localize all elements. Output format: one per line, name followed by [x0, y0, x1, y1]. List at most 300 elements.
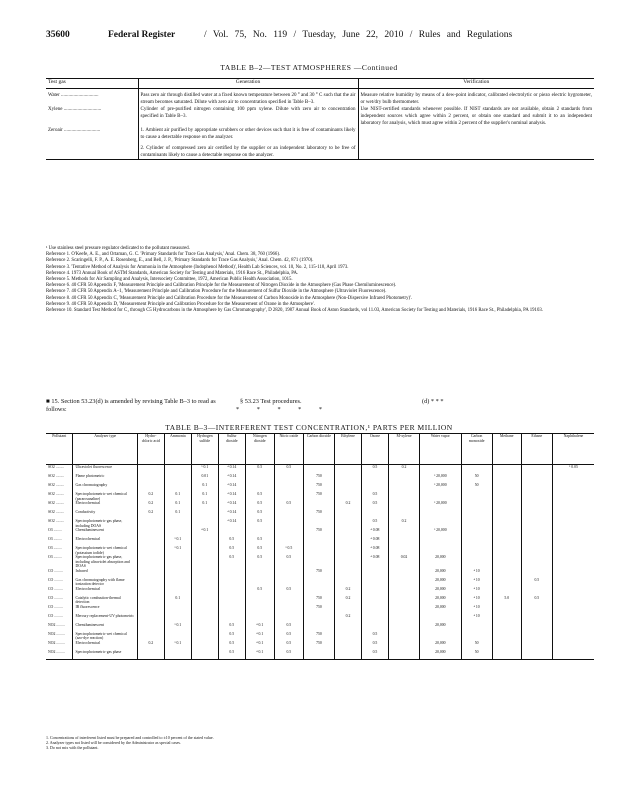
table-cell: 0.5 — [245, 501, 274, 510]
table-cell: 0.1 — [164, 492, 191, 501]
table-cell: 50 — [461, 641, 492, 650]
table-cell — [521, 614, 552, 623]
table-row — [46, 632, 594, 641]
table-cell — [552, 483, 594, 492]
table-cell: 50 — [461, 474, 492, 483]
table-cell — [420, 632, 462, 641]
cell-generation: Pass zero air through distilled water at a fixed known temperature between 20 ° and 30 ° C such that the air stream becomes saturated. Dilute with zero air to concentration specified in Table B–3. — [138, 89, 358, 107]
table-cell — [274, 510, 303, 519]
table-row — [46, 501, 594, 510]
table-cell: 0.5 — [274, 632, 303, 641]
table-cell — [191, 546, 218, 555]
table-cell — [218, 605, 245, 614]
table-cell — [191, 510, 218, 519]
table-cell — [137, 614, 164, 623]
table-cell — [388, 650, 419, 660]
table-cell: 0.5 — [361, 650, 388, 660]
table-cell: 0.1 — [164, 596, 191, 605]
references — [46, 246, 594, 314]
table-cell: NO2 ......... — [48, 631, 65, 636]
table-cell: ⁴ 0.08 — [361, 555, 388, 569]
table-cell — [164, 605, 191, 614]
table-cell: ⁴ 0.1 — [191, 528, 218, 537]
table-cell — [461, 510, 492, 519]
col-header: M-xylene — [388, 434, 419, 465]
table-cell — [420, 465, 462, 475]
table-cell — [274, 614, 303, 623]
table-cell: IR fluorescence — [73, 605, 137, 614]
table-cell: 750 — [303, 605, 334, 614]
table-cell: 0.5 — [361, 492, 388, 501]
table-cell — [303, 465, 334, 475]
table-cell: 20,000 — [420, 641, 462, 650]
table-cell: 0.2 — [388, 465, 419, 475]
table-cell — [361, 614, 388, 623]
table-cell — [388, 474, 419, 483]
omission-stars: * * * * * — [236, 406, 331, 413]
col-header: Carbon dioxide — [303, 434, 334, 465]
table-cell: 0.5 — [245, 546, 274, 555]
col-header: Ethane — [521, 434, 552, 465]
table-cell: Gas chromatography with flame ionization detector — [73, 578, 137, 587]
table-cell — [334, 569, 361, 578]
table-row — [46, 650, 594, 660]
table-row — [46, 510, 594, 519]
table-cell — [521, 555, 552, 569]
table-cell: 0.1 — [191, 492, 218, 501]
table-cell: CO ......... — [48, 568, 63, 573]
table-cell: 20,000 — [420, 650, 462, 660]
table-cell: O3 ......... — [48, 555, 63, 559]
table-cell — [334, 623, 361, 632]
table-cell — [461, 537, 492, 546]
table-cell: 0.01 — [191, 474, 218, 483]
table-cell — [461, 623, 492, 632]
table-cell: Electrochemical — [73, 587, 137, 596]
table-cell: CO ......... — [48, 586, 63, 591]
table-cell: 0.5 — [274, 641, 303, 650]
table-cell — [303, 555, 334, 569]
table-row — [46, 492, 594, 501]
table-cell — [137, 623, 164, 632]
table-cell — [552, 614, 594, 623]
table-cell — [521, 528, 552, 537]
table-cell — [191, 650, 218, 660]
table-cell — [461, 519, 492, 528]
table-cell: 750 — [303, 492, 334, 501]
table-cell — [164, 519, 191, 528]
table-cell: SO2 ......... — [48, 519, 65, 523]
table-cell — [164, 614, 191, 623]
table-cell — [388, 578, 419, 587]
table-cell: 0.5 — [218, 546, 245, 555]
table-cell — [191, 555, 218, 569]
table-cell — [303, 537, 334, 546]
publication-name: Federal Register — [108, 30, 176, 40]
cell-gas: Water .............................. — [48, 93, 99, 98]
table-cell — [245, 614, 274, 623]
paragraph-marker: (d) * * * — [422, 398, 444, 405]
table-cell: 0.5 — [218, 555, 245, 569]
table-cell — [191, 596, 218, 605]
table-cell — [521, 641, 552, 650]
page-header — [46, 30, 594, 44]
table-cell: Spectrophotometric-gas phase, including DOAS — [73, 519, 137, 528]
table-cell — [388, 587, 419, 596]
table-cell: SO2 ......... — [48, 474, 65, 478]
table-cell: ³ 0.1 — [164, 623, 191, 632]
table-cell — [245, 483, 274, 492]
table-cell: 0.5 — [245, 555, 274, 569]
table-cell — [361, 510, 388, 519]
table-row — [46, 106, 594, 127]
table-row — [46, 474, 594, 483]
table-cell — [218, 587, 245, 596]
table-cell — [552, 537, 594, 546]
table-cell — [245, 569, 274, 578]
table-cell: ⁴ 0.14 — [218, 474, 245, 483]
table-cell: SO2 ......... — [48, 465, 65, 469]
table-cell — [521, 519, 552, 528]
col-header-test-gas: Test gas — [46, 79, 138, 89]
table-cell — [420, 519, 462, 528]
table-cell — [137, 519, 164, 528]
table-cell — [334, 578, 361, 587]
table-cell — [218, 528, 245, 537]
table-cell — [218, 596, 245, 605]
generation-option-1: 1. Ambient air purified by appropriate scrubbers or other devices such that it is free of contaminants likely to cause a detectable response on the analyzer. — [140, 128, 356, 140]
table-cell — [521, 492, 552, 501]
table-cell — [521, 650, 552, 660]
table-cell: 0.2 — [137, 641, 164, 650]
table-cell: 20,000 — [420, 578, 462, 587]
table-cell — [492, 465, 521, 475]
table-row — [46, 578, 594, 587]
table-cell: CO ......... — [48, 613, 63, 618]
table-cell: Spectrophotometric-wet chemical (pararosanaline) — [73, 492, 137, 501]
table-cell — [552, 474, 594, 483]
table-cell — [164, 555, 191, 569]
table-cell: 0.5 — [361, 465, 388, 475]
table-row — [46, 127, 594, 160]
footnote: 2. Analyzer types not listed will be considered by the Administrator as special cases. — [46, 740, 181, 745]
table-cell — [388, 546, 419, 555]
table-cell: ⁴ 10 — [461, 614, 492, 623]
table-cell — [303, 650, 334, 660]
table-cell: ³ 20,000 — [420, 528, 462, 537]
table-row — [46, 519, 594, 528]
table-cell — [274, 605, 303, 614]
table-cell — [303, 623, 334, 632]
reference-item: Reference 6. 40 CFR 50 Appendix F, 'Measurement Principle and Calibration Principle for the Measurement of Nitrogen Dioxide in the Atmosphere (Gas Phase Chemiluminescence). — [46, 283, 397, 289]
table-cell: 0.2 — [334, 587, 361, 596]
table-cell — [492, 632, 521, 641]
table-cell: 0.5 — [218, 641, 245, 650]
col-header: Water vapor — [420, 434, 462, 465]
table-cell — [552, 641, 594, 650]
table-cell — [552, 596, 594, 605]
table-cell — [334, 510, 361, 519]
table-cell: SO2 ......... — [48, 483, 65, 487]
table-cell: ⁴ 10 — [461, 569, 492, 578]
table-cell — [164, 632, 191, 641]
table-row — [46, 465, 594, 475]
table-cell — [388, 623, 419, 632]
table-cell — [274, 474, 303, 483]
table-cell — [492, 650, 521, 660]
table-cell — [274, 519, 303, 528]
table-cell: ³ 0.5 — [274, 546, 303, 555]
table-cell: 0.5 — [245, 519, 274, 528]
table-cell: 0.5 — [361, 501, 388, 510]
table-cell — [218, 569, 245, 578]
table-cell — [388, 501, 419, 510]
table-row — [46, 89, 594, 107]
table-cell — [361, 483, 388, 492]
table-cell — [492, 474, 521, 483]
table-cell — [334, 483, 361, 492]
table-cell — [137, 578, 164, 587]
table-cell: SO2 ......... — [48, 501, 65, 505]
table-cell — [191, 587, 218, 596]
table-cell: SO2 ......... — [48, 492, 65, 496]
table-cell — [492, 569, 521, 578]
table-cell: ⁴ 0.1 — [245, 650, 274, 660]
table-cell — [361, 623, 388, 632]
table-cell — [521, 623, 552, 632]
table-cell — [334, 641, 361, 650]
table-cell — [164, 465, 191, 475]
table-cell — [274, 492, 303, 501]
table-cell — [361, 605, 388, 614]
table-cell — [245, 578, 274, 587]
table-cell: 0.5 — [274, 555, 303, 569]
table-cell — [164, 650, 191, 660]
table-cell: 50 — [461, 650, 492, 660]
table-cell: CO ......... — [48, 604, 63, 609]
table-cell — [492, 492, 521, 501]
col-header: Ozone — [361, 434, 388, 465]
table-cell: ⁴ 0.1 — [245, 632, 274, 641]
col-header-generation: Generation — [138, 79, 358, 89]
table-cell — [164, 483, 191, 492]
table-cell — [420, 492, 462, 501]
table-cell — [218, 578, 245, 587]
table-cell — [388, 614, 419, 623]
table-cell: ⁴ 0.08 — [361, 546, 388, 555]
table-cell: ⁴ 0.14 — [218, 492, 245, 501]
table-cell: Catalytic combustion-thermal detection — [73, 596, 137, 605]
table-cell — [274, 578, 303, 587]
table-cell — [388, 483, 419, 492]
table-cell — [191, 537, 218, 546]
table-cell: O3 ......... — [48, 537, 63, 541]
table-cell: ⁵ 0.1 — [191, 465, 218, 475]
table-cell — [191, 605, 218, 614]
table-cell — [552, 528, 594, 537]
table-cell — [420, 614, 462, 623]
table-cell — [137, 465, 164, 475]
reference-item: Reference 1. O'Keefe, A. E., and Ortaman, G. C. 'Primary Standards for Trace Gas Analysis,' Anal. Chem. 38, 760 (1966). — [46, 252, 281, 258]
table-cell — [388, 537, 419, 546]
table-cell: Chemiluminescent — [73, 528, 137, 537]
table-cell: ⁴ 10 — [461, 596, 492, 605]
table-cell — [521, 474, 552, 483]
table-cell: CO ......... — [48, 577, 63, 582]
table-row — [46, 555, 594, 569]
table-cell — [137, 569, 164, 578]
table-cell: 0.5 — [274, 501, 303, 510]
table-cell — [164, 578, 191, 587]
table-cell: SO2 ......... — [48, 510, 65, 514]
table-cell — [521, 632, 552, 641]
table-cell: 0.5 — [521, 578, 552, 587]
table-cell: Electrochemical — [73, 501, 137, 510]
table-cell: 750 — [303, 641, 334, 650]
cell-verification — [358, 127, 594, 160]
table-cell: O3 ......... — [48, 546, 63, 550]
table-cell: 750 — [303, 632, 334, 641]
table-cell — [388, 492, 419, 501]
table-cell — [137, 632, 164, 641]
page-number: 35600 — [46, 30, 70, 40]
table-cell: Spectrophotometric-wet chemical (azo-dye reaction) — [73, 632, 137, 641]
table-cell — [191, 578, 218, 587]
table-cell: 750 — [303, 569, 334, 578]
cell-gas: Zeroair ............................. — [46, 127, 138, 160]
table-cell: 0.1 — [191, 501, 218, 510]
table-cell: O3 ......... — [48, 528, 63, 532]
table-cell: ⁴ 0.08 — [361, 528, 388, 537]
table-cell: NO2 ......... — [48, 640, 65, 645]
table-cell: Electrochemical — [73, 641, 137, 650]
table-cell — [492, 546, 521, 555]
table-cell — [552, 632, 594, 641]
table-cell: 0.5 — [361, 641, 388, 650]
table-cell: 0.5 — [218, 632, 245, 641]
table-cell: 750 — [303, 510, 334, 519]
table-cell: Infrared — [73, 569, 137, 578]
table-cell — [552, 492, 594, 501]
cell-generation — [138, 127, 358, 160]
reference-item: Reference 10. Standard Test Method for C₁ through C5 Hydrocarbons in the Atmosphere by Gas Chromatography', D 2820, 1987 Annual Book of Aston Standards, vol 11.03, American Society for Testing and Materials, 1916 Race St., Philadelphia, PA 19103. — [46, 308, 543, 314]
table-cell: 0.02 — [388, 555, 419, 569]
table-cell — [245, 528, 274, 537]
table-cell — [420, 537, 462, 546]
table-cell — [552, 555, 594, 569]
table-cell: 0.5 — [274, 623, 303, 632]
table-cell: Spectrophotometric-gas phase — [73, 650, 137, 660]
table-cell: 20,000 — [420, 623, 462, 632]
table-cell — [388, 596, 419, 605]
table-cell — [492, 501, 521, 510]
table-cell: ³ 20,000 — [420, 483, 462, 492]
col-header: Nitrogen dioxide — [245, 434, 274, 465]
table-cell: 0.5 — [274, 650, 303, 660]
table-cell — [137, 587, 164, 596]
amendment-text: ■ 15. Section 53.23(d) is amended by revising Table B–3 to read as follows: — [46, 398, 216, 413]
table-cell: Mercury replacement-UV photometric — [73, 614, 137, 623]
note-item: ¹ Use stainless steel pressure regulator dedicated to the pollutant measured. — [46, 246, 190, 251]
table-cell — [137, 528, 164, 537]
table-cell — [334, 474, 361, 483]
footnote: 1. Concentrations of interferent listed must be prepared and controlled to ±10 percent of the stated value. — [46, 735, 214, 740]
table-cell: 0.2 — [137, 492, 164, 501]
table-cell — [552, 569, 594, 578]
table-cell: ³ 20,000 — [420, 474, 462, 483]
table-cell: ⁴ 0.14 — [218, 510, 245, 519]
footnote: 3. Do not mix with the pollutant. — [46, 745, 99, 750]
table-cell — [137, 650, 164, 660]
table-cell — [388, 632, 419, 641]
table-cell — [137, 555, 164, 569]
table-cell: 0.2 — [334, 501, 361, 510]
table-cell: NO2 ......... — [46, 650, 73, 660]
table-cell: 0.5 — [361, 632, 388, 641]
table-cell — [274, 596, 303, 605]
table-row — [46, 483, 594, 492]
table-cell — [137, 605, 164, 614]
reference-item: Reference 2. Scaringelli, F. P., A. E. Rosenberg, E., and Bell, J. P., 'Primary Standards for Trace Gas Analysis,' Anal. Chem. 42, 871 (1970). — [46, 258, 314, 264]
table-cell — [334, 465, 361, 475]
table-cell: 0.5 — [274, 465, 303, 475]
table-cell — [552, 519, 594, 528]
table-cell — [137, 596, 164, 605]
table-cell — [552, 510, 594, 519]
table-cell — [521, 465, 552, 475]
table-cell: Gas chromatography — [73, 483, 137, 492]
table-cell: 0.2 — [334, 614, 361, 623]
table-cell — [521, 587, 552, 596]
table-cell — [461, 555, 492, 569]
table-cell — [361, 596, 388, 605]
col-header: Hydrogen sulfide — [191, 434, 218, 465]
table-cell: 0.1 — [164, 510, 191, 519]
table-cell — [361, 587, 388, 596]
table-cell: CO ......... — [48, 595, 63, 600]
table-row — [46, 587, 594, 596]
table-cell — [461, 632, 492, 641]
table-cell: 750 — [303, 596, 334, 605]
table-cell: 0.5 — [218, 623, 245, 632]
table-cell — [303, 501, 334, 510]
table-row — [46, 605, 594, 614]
section-heading: § 53.23 Test procedures. — [240, 398, 302, 405]
table-cell — [492, 623, 521, 632]
table-cell: 20,000 — [420, 555, 462, 569]
table-cell — [461, 492, 492, 501]
table-row — [46, 641, 594, 650]
table-cell: 0.1 — [164, 501, 191, 510]
table-cell — [334, 528, 361, 537]
table-cell: ⁴ 0.1 — [245, 623, 274, 632]
table-cell: ⁴ 0.14 — [218, 519, 245, 528]
reference-item: Reference 4. 1973 Annual Book of ASTM Standards, American Society for Testing and Materials, 1916 Race St., Philadelphia, PA. — [46, 270, 299, 276]
table-cell — [552, 587, 594, 596]
table-cell: 0.1 — [191, 483, 218, 492]
table-b2-title: TABLE B–2—TEST ATMOSPHERES —Continued — [220, 63, 398, 72]
cell-generation: Cylinder of pre-purified nitrogen containing 100 ppm xylene. Dilute with zero air to concentration specified in Table B–3. — [138, 106, 358, 127]
col-header: Ammonia — [164, 434, 191, 465]
table-cell: ⁴ 0.14 — [218, 501, 245, 510]
table-cell — [245, 605, 274, 614]
table-cell — [274, 483, 303, 492]
generation-option-2: 2. Cylinder of compressed zero air certified by the supplier or an independent laboratory to be free of contaminants likely to cause a detectable response on the analyzer. — [140, 146, 356, 158]
table-cell — [361, 578, 388, 587]
table-cell: 0.5 — [218, 650, 245, 660]
table-cell — [334, 492, 361, 501]
table-cell — [274, 569, 303, 578]
